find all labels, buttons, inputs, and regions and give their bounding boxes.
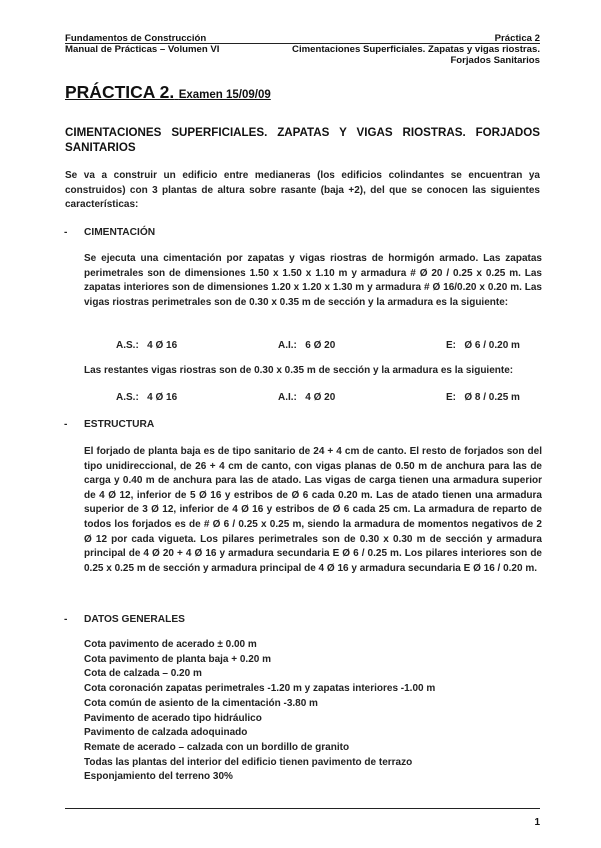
title-main: PRÁCTICA 2. (65, 82, 175, 102)
intro-paragraph: Se va a construir un edificio entre medianeras (los edificios colindantes se encuentran ya construidos) con 3 plantas de altura sobre rasante (baja +2), del que se conocen las siguientes características: (65, 170, 540, 211)
list-item: Pavimento de calzada adoquinado (84, 727, 248, 739)
ai-value: 4 Ø 20 (305, 392, 336, 403)
list-item: Cota pavimento de acerado ± 0.00 m (84, 639, 257, 650)
ai-label: A.I.: (278, 340, 297, 351)
ai-value: 6 Ø 20 (305, 340, 336, 351)
as-label: A.S.: (116, 392, 139, 403)
header-topic-continued: Forjados Sanitarios (450, 55, 540, 66)
bullet-dash: - (64, 419, 68, 430)
list-item: Esponjamiento del terreno 30% (84, 771, 233, 783)
estructura-paragraph: El forjado de planta baja es de tipo sanitario de 24 + 4 cm de canto. El resto de forjados son del tipo unidireccional, de 26 + 4 cm de canto, con vigas planas de 0.50 m de anchura para las de carga y 0.40 m de anchura para las de atado. Las vigas de carga tienen una armadura superior de 4 Ø 12, inferior de 5 Ø 16 y estribos de Ø 6 cada 0.20 m. Las de atado tienen una armadura superior de 3 Ø 12, inferior de 4 Ø 16 y estribos de Ø 6 cada 25 cm. La armadura de reparto de todos los forjados es de # Ø 6 / 0.25 x 0.25 m, siendo la armadura de momentos negativos de 2 Ø 12 por cada vigueta. Los pilares perimetrales son de 0.30 x 0.30 m de sección y armadura principal de 4 Ø 20 + 4 Ø 16 y armadura secundaria E Ø 6 / 0.25 m. Los pilares interiores son de 0.25 x 0.25 m de sección y armadura principal de 4 Ø 16 y armadura secundaria E Ø 16 / 0.20 m. (84, 446, 542, 574)
cimentacion-paragraph: Se ejecuta una cimentación por zapatas y vigas riostras de hormigón armado. Las zapatas perimetrales son de dimensiones 1.50 x 1.50 x 1.10 m y armadura # Ø 20 / 0.25 x 0.25 m. Las zapatas interiores son de dimensiones 1.20 x 1.20 x 1.30 m y armadura # Ø 16/0.20 x 0.20 m. Las vigas riostras perimetrales son de 0.30 x 0.35 m de sección y la armadura es la siguiente: (84, 253, 542, 308)
as-value: 4 Ø 16 (147, 392, 178, 403)
footer-divider (65, 808, 540, 809)
as-value: 4 Ø 16 (147, 340, 178, 351)
list-item: Todas las plantas del interior del edificio tienen pavimento de terrazo (84, 756, 413, 768)
cimentacion-paragraph-2: Las restantes vigas riostras son de 0.30 x 0.35 m de sección y la armadura es la siguiente: (84, 365, 514, 376)
e-value: Ø 6 / 0.20 m (464, 340, 520, 351)
list-item: Cota pavimento de planta baja + 0.20 m (84, 653, 272, 665)
section-datos-title: - DATOS GENERALES (64, 614, 185, 625)
section-heading: CIMENTACIONES SUPERFICIALES. ZAPATAS Y VIGAS RIOSTRAS. FORJADOS SANITARIOS (65, 126, 540, 154)
section-cimentacion-title: - CIMENTACIÓN (64, 227, 156, 238)
header-topic: Cimentaciones Superficiales. Zapatas y vigas riostras. (292, 44, 540, 55)
header-book-title: Fundamentos de Construcción (65, 33, 207, 44)
as-label: A.S.: (116, 340, 139, 351)
e-label: E: (446, 392, 456, 403)
list-item: Cota común de asiento de la cimentación -3.80 m (84, 697, 318, 709)
bullet-dash: - (64, 614, 68, 625)
page-number: 1 (534, 817, 540, 828)
list-item: Remate de acerado – calzada con un bordillo de granito (84, 741, 350, 753)
section-estructura-title: - ESTRUCTURA (64, 419, 155, 430)
list-item: Cota de calzada – 0.20 m (84, 668, 202, 680)
header-practice-label: Práctica 2 (494, 33, 540, 44)
title-exam-date: Examen 15/09/09 (178, 89, 271, 101)
list-item: Pavimento de acerado tipo hidráulico (84, 712, 262, 724)
e-value: Ø 8 / 0.25 m (464, 392, 520, 403)
list-item: Cota coronación zapatas perimetrales -1.20 m y zapatas interiores -1.00 m (84, 683, 436, 695)
header-volume: Manual de Prácticas – Volumen VI (65, 44, 220, 55)
ai-label: A.I.: (278, 392, 297, 403)
bullet-dash: - (64, 227, 68, 238)
page-title (65, 82, 271, 103)
e-label: E: (446, 340, 456, 351)
datos-list (84, 638, 435, 785)
